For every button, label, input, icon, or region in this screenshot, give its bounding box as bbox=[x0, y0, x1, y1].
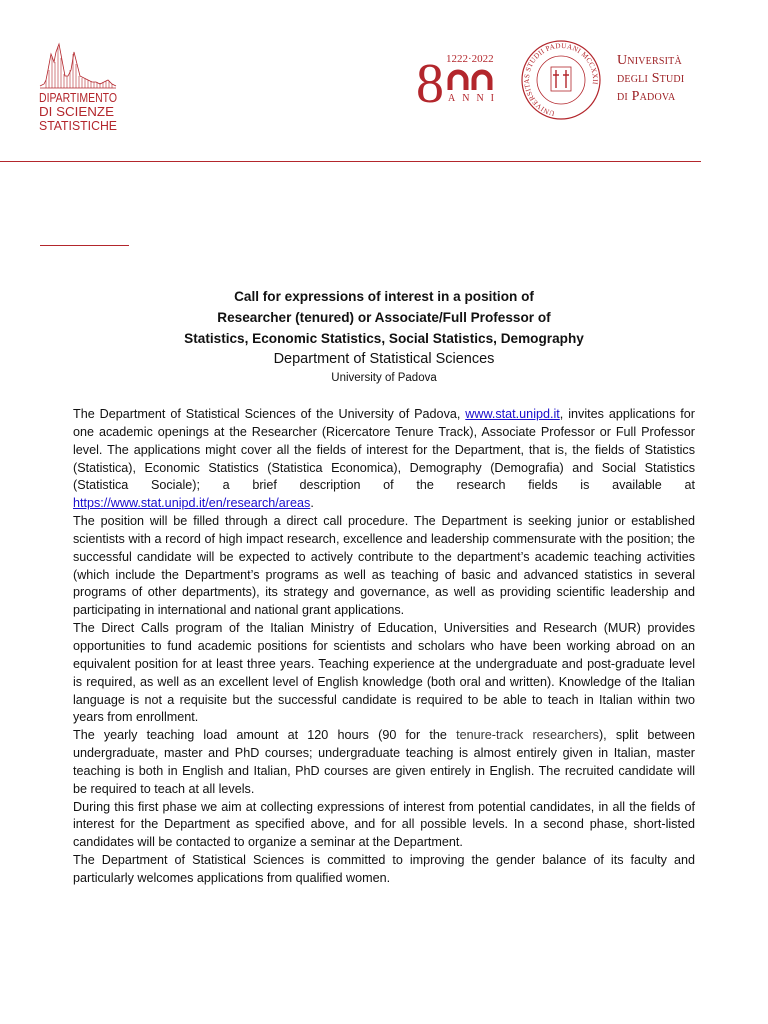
header-divider bbox=[0, 161, 701, 162]
text: , invites applications for one academic openings at the Researcher (Ricercatore Tenure Track), Associate Professor or Full Professor level. The applications might cover all the fields of interest for the Department, that is, the fields of Statistics (Statistica), Economic Statistics (Statistica Economica), Demography (Demografia) and Social Statistics (Statistica Sociale); a brief description of the research fields is available at bbox=[73, 407, 695, 493]
text: ), split between undergraduate, master and PhD courses; undergraduate teaching is almost entirely given in Italian, master teaching is both in English and Italian, PhD courses are given entirely in English. The recruited candidate will be required to teach at all levels. bbox=[73, 728, 696, 796]
research-areas-link[interactable]: https://www.stat.unipd.it/en/research/areas bbox=[73, 496, 311, 511]
text: . bbox=[310, 496, 314, 511]
department-heading: Department of Statistical Sciences bbox=[273, 351, 495, 367]
paragraph-intro bbox=[73, 406, 695, 513]
department-logo bbox=[38, 40, 138, 144]
seal-text: UNIVERSITAS STUDII PADUANI MCCXXII bbox=[522, 41, 600, 118]
university-seal bbox=[516, 40, 606, 120]
text: The yearly teaching load amount at 120 hours (90 for the bbox=[73, 728, 457, 743]
paragraph-direct-calls: The Direct Calls program of the Italian Ministry of Education, Universities and Research (MUR) provides opportunities to fund academic positions for scientists and scholars who have been working abroad on an equivalent position for at least three years. Teaching experience at the undergraduate and post-graduate level is required, as well as an excellent level of English knowledge (both oral and written). Knowledge of the Italian language is not a requisite but the successful candidate is required to be able to teach in Italian within two years from enrollment. bbox=[73, 621, 695, 725]
university-name bbox=[617, 52, 684, 106]
paragraph-teaching-load bbox=[73, 727, 695, 798]
dept-logo-line3: STATISTICHE bbox=[39, 118, 118, 133]
anni-eight: 8 bbox=[416, 53, 444, 106]
short-divider bbox=[40, 245, 129, 246]
paragraph-procedure: The position will be filled through a direct call procedure. The Department is seeking junior or established scientists with a record of high impact research, excellence and leadership commensurate with the position; the successful candidate will be expected to actively contribute to the department’s academic teaching activities (which include the Department’s programs as well as teaching of basic and advanced statistics in several programs of other departments), its strategy and governance, as well as providing scientific leadership and participating in international and national grant applications. bbox=[73, 514, 695, 618]
dept-logo-line1: DIPARTIMENTO bbox=[39, 90, 117, 105]
title-line-2: Researcher (tenured) or Associate/Full Professor of bbox=[217, 310, 551, 325]
body-text bbox=[73, 406, 695, 888]
anni-word: ANNI bbox=[448, 93, 501, 104]
university-name-line1: Università bbox=[617, 53, 682, 68]
paragraph-gender-balance: The Department of Statistical Sciences is committed to improving the gender balance of its faculty and particularly welcomes applications from qualified women. bbox=[73, 853, 695, 885]
paragraph-phases: During this first phase we aim at collecting expressions of interest from potential candidates, in all the fields of interest for the Department as specified above, and for all possible levels. In a second phase, short-listed candidates will be contacted to organize a seminar at the Department. bbox=[73, 799, 695, 850]
text: The Department of Statistical Sciences of the University of Padova, bbox=[73, 407, 466, 421]
anni-years: 1222·2022 bbox=[446, 53, 494, 65]
university-name-line3: di Padova bbox=[617, 89, 676, 104]
800-anni-logo bbox=[414, 48, 514, 106]
text: tenure-track researchers bbox=[456, 728, 599, 743]
title-line-3: Statistics, Economic Statistics, Social Statistics, Demography bbox=[184, 331, 584, 346]
university-heading: University of Padova bbox=[331, 372, 437, 384]
dept-website-link[interactable]: www.stat.unipd.it bbox=[465, 407, 560, 421]
university-name-line2: degli Studi bbox=[617, 71, 685, 86]
dept-logo-line2: DI SCIENZE bbox=[39, 104, 115, 119]
title-line-1: Call for expressions of interest in a position of bbox=[234, 289, 534, 304]
